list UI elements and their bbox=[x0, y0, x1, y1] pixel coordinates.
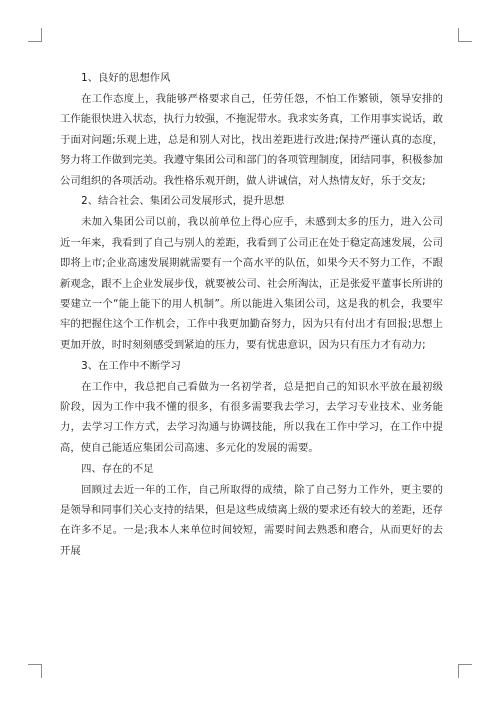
section-paragraph-3: 在工作中，我总把自己看做为一名初学者，总是把自己的知识水平放在最初级阶段，因为工作中我不懂的很多，有很多需要我去学习，去学习专业技术、业务能力，去学习工作方式，去学习沟通与协调技能，所以我在工作中学习，在工作中提高，使自己能适应集团公司高速、多元化的发展的需要。 bbox=[60, 380, 443, 454]
section-paragraph-1: 在工作态度上，我能够严格要求自己，任劳任怨，不怕工作繁锁，领导安排的工作能很快进入状态，执行力较强，不拖泥带水。我求实务真，工作用事实说话，敢于面对问题;乐观上进，总是和别人对比，找出差距进行改进;保持严谨认真的态度，努力将工作做到完美。我遵守集团公司和部门的各项管理制度，团结同事，积极参加公司组织的各项活动。我性格乐观开朗，做人讲诚信，对人热情友好，乐于交友; bbox=[60, 92, 443, 187]
section-heading-1: 1、良好的思想作风 bbox=[81, 72, 171, 84]
section-paragraph-2: 未加入集团公司以前，我以前单位上得心应手，未感到太多的压力，进入公司近一年来，我看到了自己与别人的差距，我看到了公司正在处于稳定高速发展，公司即将上市;企业高速发展期就需要有一个高水平的队伍，如果今天不努力工作，不跟新观念，跟不上企业发展步伐，就要被公司、社会所淘汰，正是张爱平董事长所讲的要建立一个“能上能下的用人机制”。所以能进入集团公司，这是我的机会，我要牢牢的把握住这个工作机会，工作中我更加勤奋努力，因为只有付出才有回报;思想上更加开放，时时刻刻感受到紧迫的压力，要有忧患意识，因为只有压力才有动力; bbox=[60, 216, 443, 351]
crop-mark-top-left-v bbox=[41, 28, 42, 42]
section-heading-4: 四、存在的不足 bbox=[81, 462, 154, 475]
crop-mark-top-right-v bbox=[458, 28, 459, 42]
crop-mark-bottom-left-v bbox=[41, 664, 42, 678]
section-heading-3: 3、在工作中不断学习 bbox=[81, 359, 181, 372]
crop-mark-bottom-right-h bbox=[458, 664, 472, 665]
section-heading-2: 2、结合社会、集团公司发展形式，提升思想 bbox=[81, 195, 285, 208]
section-paragraph-4: 回顾过去近一年的工作，自己所取得的成绩，除了自己努力工作外，更主要的是领导和同事们关心支持的结果，但是这些成绩离上级的要求还有较大的差距，还存在许多不足。一是;我本人来单位时间较短，需要时间去熟悉和磨合，从而更好的去开展 bbox=[60, 483, 443, 557]
crop-mark-top-left-h bbox=[28, 41, 42, 42]
crop-mark-bottom-left-h bbox=[28, 664, 42, 665]
crop-mark-bottom-right-v bbox=[458, 664, 459, 678]
crop-mark-top-right-h bbox=[458, 41, 472, 42]
document-body bbox=[60, 68, 443, 562]
